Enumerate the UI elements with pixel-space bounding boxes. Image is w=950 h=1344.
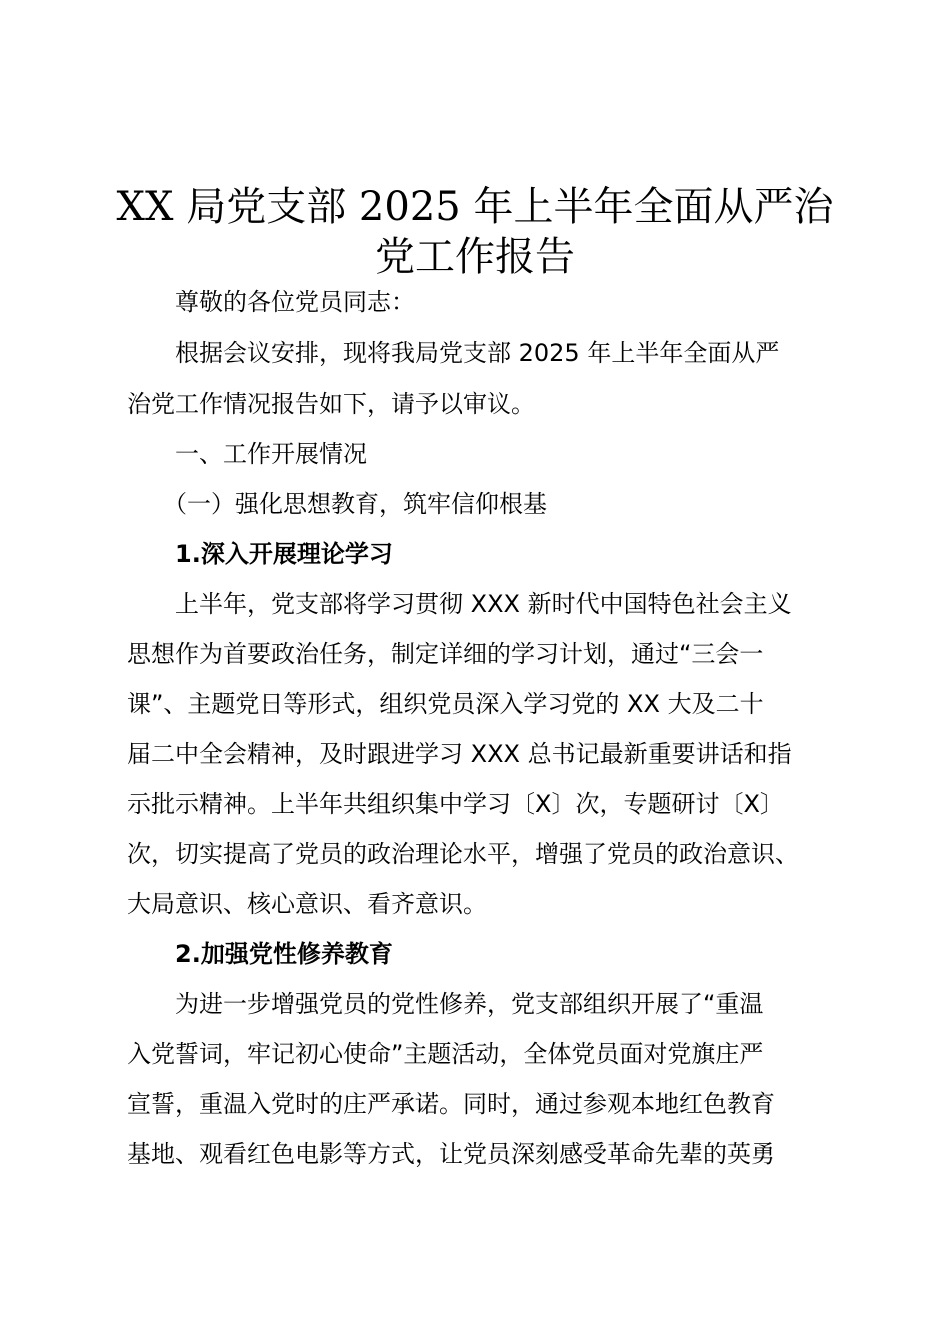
body-line: 基地、观看红色电影等方式，让党员深刻感受革命先辈的英勇 (127, 1140, 775, 1168)
body-line: 届二中全会精神，及时跟进学习 XXX 总书记最新重要讲话和指 (127, 740, 792, 768)
body-line: 思想作为首要政治任务，制定详细的学习计划，通过“三会一 (127, 640, 764, 668)
body-line: 宣誓，重温入党时的庄严承诺。同时，通过参观本地红色教育 (127, 1090, 775, 1118)
item-heading: 2.加强党性修养教育 (127, 940, 393, 968)
body-line: 治党工作情况报告如下，请予以审议。 (127, 390, 535, 418)
document-title-line-2: 党工作报告 (375, 234, 575, 280)
body-line: 课”、主题党日等形式，组织党员深入学习党的 XX 大及二十 (127, 690, 764, 718)
subsection-heading: （一）强化思想教育，筑牢信仰根基 (127, 490, 547, 518)
body-line: 次，切实提高了党员的政治理论水平，增强了党员的政治意识、 (127, 840, 799, 868)
body-line: 根据会议安排，现将我局党支部 2025 年上半年全面从严 (127, 339, 780, 367)
document-title-line-1: XX 局党支部 2025 年上半年全面从严治 (116, 184, 834, 230)
section-heading: 一、工作开展情况 (127, 440, 367, 468)
body-line: 为进一步增强党员的党性修养，党支部组织开展了“重温 (127, 990, 764, 1018)
body-line: 上半年，党支部将学习贯彻 XXX 新时代中国特色社会主义 (127, 590, 792, 618)
salutation: 尊敬的各位党员同志： (127, 288, 415, 316)
body-line: 示批示精神。上半年共组织集中学习〔X〕次，专题研讨〔X〕 (127, 790, 784, 818)
item-heading: 1.深入开展理论学习 (127, 540, 393, 568)
body-line: 大局意识、核心意识、看齐意识。 (127, 890, 487, 918)
body-line: 入党誓词，牢记初心使命”主题活动，全体党员面对党旗庄严 (127, 1040, 764, 1068)
